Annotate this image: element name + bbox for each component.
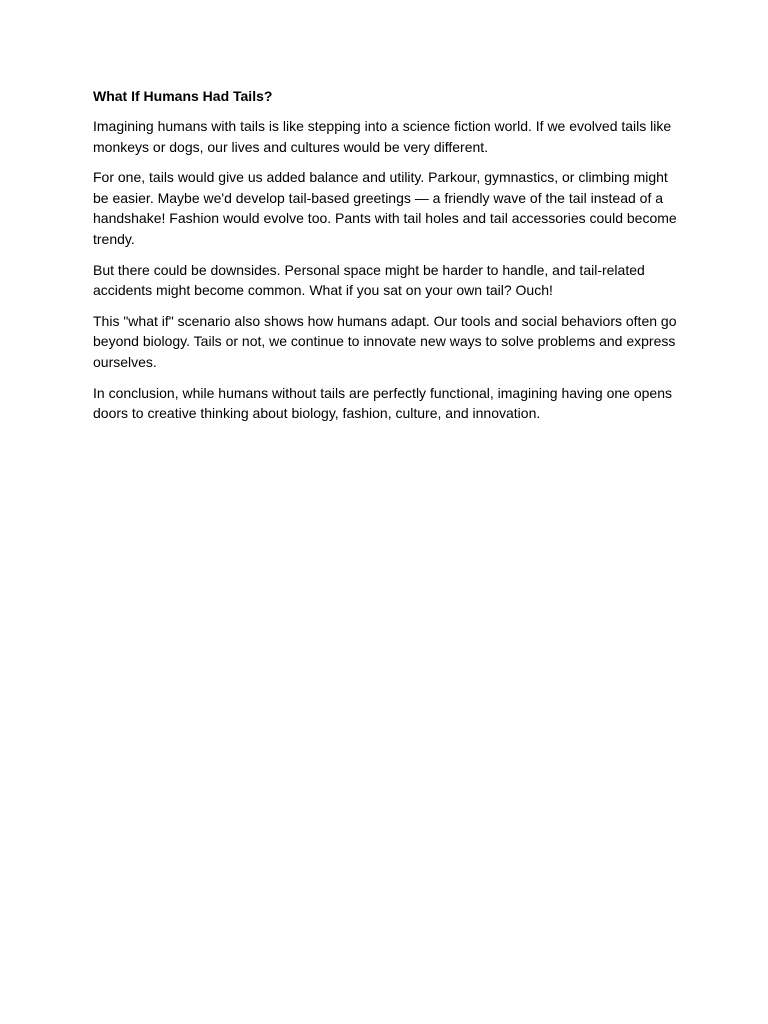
paragraph-intro: Imagining humans with tails is like stepping into a science fiction world. If we evolved tails like monkeys or dogs, our lives and cultures would be very different.	[93, 118, 672, 155]
document-title: What If Humans Had Tails?	[93, 88, 273, 104]
document-page	[93, 86, 683, 434]
paragraph-downsides: But there could be downsides. Personal space might be harder to handle, and tail-related accidents might become common. What if you sat on your own tail? Ouch!	[93, 261, 645, 299]
paragraph-conclusion: In conclusion, while humans without tails are perfectly functional, imagining having one opens doors to creative thinking about biology, fashion, culture, and innovation.	[93, 384, 673, 422]
paragraph-benefits: For one, tails would give us added balance and utility. Parkour, gymnastics, or climbing might be easier. Maybe we'd develop tail-based greetings — a friendly wave of the tail instead of a handshake! Fashion would evolve too. Pants with tail holes and tail accessories could become trendy.	[93, 169, 677, 247]
paragraph-adaptation: This "what if" scenario also shows how humans adapt. Our tools and social behaviors often go beyond biology. Tails or not, we continue to innovate new ways to solve problems and express ourselves.	[93, 312, 677, 370]
